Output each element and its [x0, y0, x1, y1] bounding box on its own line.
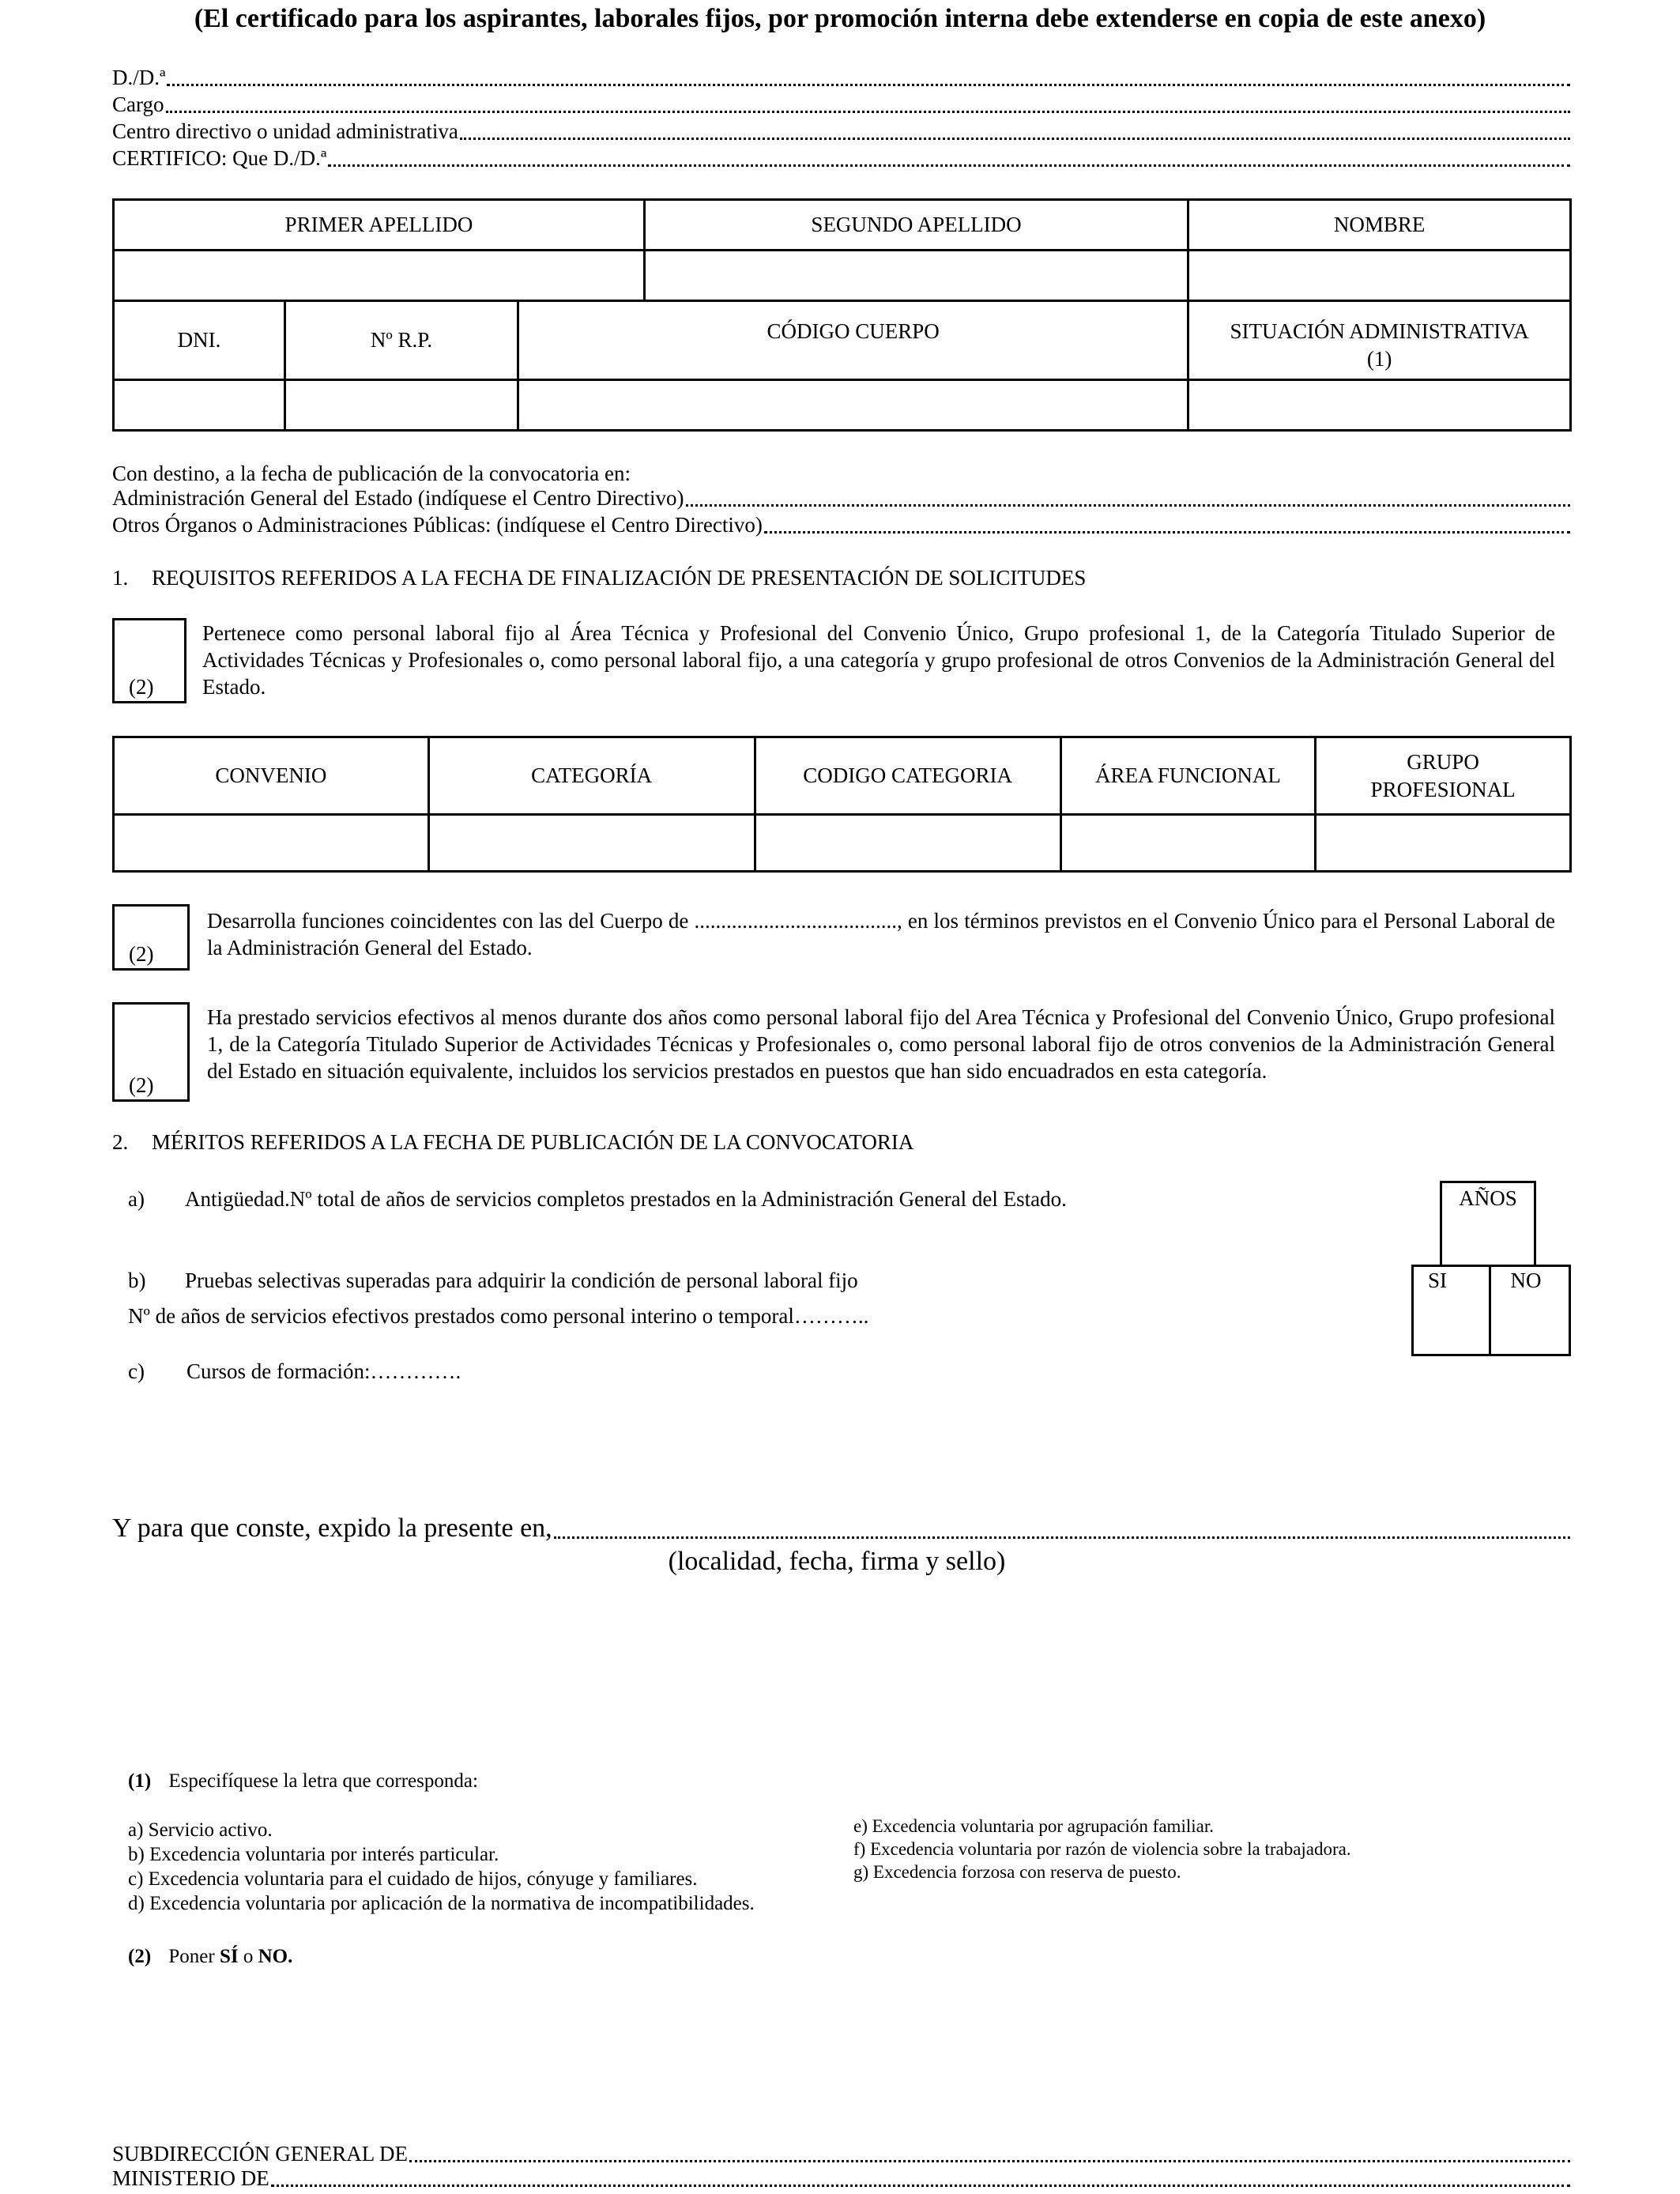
section2-number: 2. [112, 1130, 129, 1154]
footer-subdireccion[interactable] [112, 2141, 1570, 2168]
field-dd-label: D./D.ª [112, 66, 166, 90]
convenio-table [112, 736, 1572, 873]
cell-convenio[interactable] [114, 815, 429, 872]
cell-nombre[interactable] [1188, 251, 1571, 301]
destino-otros-label: Otros Órganos o Administraciones Públicas: (indíquese el Centro Directivo) [112, 513, 763, 537]
cell-nrp[interactable] [285, 380, 518, 431]
field-certifico-label: CERTIFICO: Que D./D.ª [112, 146, 327, 171]
footer-subdireccion-label: SUBDIRECCIÓN GENERAL DE [112, 2142, 408, 2166]
req2-dots[interactable]: ...................................... [694, 909, 897, 933]
note2-si: SÍ [219, 1946, 239, 1967]
cell-codigo-cuerpo[interactable] [518, 380, 1188, 431]
req1-checkbox[interactable] [112, 618, 186, 703]
cell-categoria[interactable] [428, 815, 755, 872]
header-codigo-categoria: CODIGO CATEGORIA [755, 737, 1060, 815]
note1 [128, 1769, 478, 1793]
note-item-g: g) Excedencia forzosa con reserva de puesto. [853, 1862, 1181, 1882]
merit-a-letter: a) [128, 1187, 145, 1211]
note-item-c: c) Excedencia voluntaria para el cuidado de hijos, cónyuge y familiares. [128, 1868, 698, 1890]
destino-age[interactable] [112, 485, 1570, 512]
note-item-b: b) Excedencia voluntaria por interés particular. [128, 1844, 499, 1865]
merit-b-text: Pruebas selectivas superadas para adquirir la condición de personal laboral fijo [185, 1269, 858, 1292]
header-nombre: NOMBRE [1188, 200, 1571, 251]
document-title: (El certificado para los aspirantes, laborales fijos, por promoción interna debe extenderse en copia de este anexo) [194, 4, 1486, 33]
section2-heading: MÉRITOS REFERIDOS A LA FECHA DE PUBLICACIÓN DE LA CONVOCATORIA [152, 1130, 914, 1154]
no-box[interactable] [1489, 1265, 1571, 1356]
req2-checkbox-mark: (2) [129, 942, 154, 967]
notes-left-list [128, 1818, 839, 1916]
anos-label: AÑOS [1459, 1186, 1517, 1210]
cell-situacion[interactable] [1188, 380, 1571, 431]
req2-text [207, 907, 1555, 961]
merit-a-text: Antigüedad.Nº total de años de servicios completos prestados en la Administración General del Estado. [185, 1187, 1067, 1211]
req3-checkbox[interactable] [112, 1002, 190, 1102]
header-grupo-line1: GRUPO [1407, 749, 1479, 774]
field-dd[interactable] [112, 65, 1570, 92]
req1-text: Pertenece como personal laboral fijo al Área Técnica y Profesional del Convenio Único, Grupo profesional 1, de la Categoría Titulado Superior de Actividades Técnicas y Profesionales o, como personal laboral fijo, a una categoría y grupo profesional de otros Convenios de la Administración General del Estado. [202, 621, 1555, 699]
footer-ministerio[interactable] [112, 2166, 1570, 2192]
section1-heading: REQUISITOS REFERIDOS A LA FECHA DE FINALIZACIÓN DE PRESENTACIÓN DE SOLICITUDES [152, 566, 1087, 590]
cell-codigo-categoria[interactable] [755, 815, 1060, 872]
req3-checkbox-mark: (2) [129, 1073, 154, 1098]
section1-number: 1. [112, 566, 129, 590]
note-item-d: d) Excedencia voluntaria por aplicación de la normativa de incompatibilidades. [128, 1893, 755, 1914]
req1-checkbox-mark: (2) [129, 675, 154, 699]
field-cargo[interactable] [112, 92, 1570, 119]
header-codigo-cuerpo: CÓDIGO CUERPO [518, 301, 1188, 380]
header-segundo-apellido: SEGUNDO APELLIDO [644, 200, 1188, 251]
req2-text-b: , en los términos previstos en el Convenio Único para el Personal Laboral de la Administración General del Estado. [207, 909, 1555, 959]
field-certifico[interactable] [112, 145, 1570, 172]
field-cargo-label: Cargo [112, 92, 164, 117]
note1-text: Especifíquese la letra que corresponda: [168, 1770, 478, 1792]
header-nrp: Nº R.P. [285, 301, 518, 380]
cell-area-funcional[interactable] [1060, 815, 1315, 872]
note-item-f: f) Excedencia voluntaria por razón de violencia sobre la trabajadora. [853, 1839, 1351, 1859]
header-area-funcional: ÁREA FUNCIONAL [1060, 737, 1315, 815]
note1-mark: (1) [128, 1770, 152, 1792]
merit-c-text: Cursos de formación:…………. [186, 1359, 461, 1383]
header-dni: DNI. [114, 301, 285, 380]
expido-sub-text: (localidad, fecha, firma y sello) [668, 1547, 1006, 1576]
cell-primer-apellido[interactable] [114, 251, 645, 301]
header-grupo-line2: PROFESIONAL [1370, 777, 1516, 801]
req3-text: Ha prestado servicios efectivos al menos durante dos años como personal laboral fijo del Area Técnica y Profesional del Convenio Único, Grupo profesional 1, de la Categoría Titulado Superior de Actividades Técnicas y Profesionales o, como personal laboral fijo de otros convenios de la Administración General del Estado en situación equivalente, incluidos los servicios prestados en puestos que han sido encuadrados en esta categoría. [207, 1005, 1555, 1083]
cell-dni[interactable] [114, 380, 285, 431]
merit-c-letter: c) [128, 1359, 145, 1383]
header-primer-apellido: PRIMER APELLIDO [114, 200, 645, 251]
note2 [128, 1944, 292, 1969]
merit-b-letter: b) [128, 1269, 146, 1292]
expido-sub [0, 1544, 1680, 1579]
note2-no: NO. [258, 1946, 293, 1967]
header-categoria: CATEGORÍA [428, 737, 755, 815]
si-label: SI [1428, 1269, 1448, 1292]
header-situacion-line1: SITUACIÓN ADMINISTRATIVA [1230, 319, 1529, 343]
header-situacion-line2: (1) [1366, 346, 1392, 371]
field-centro[interactable] [112, 119, 1570, 145]
anos-box[interactable] [1440, 1181, 1536, 1266]
header-grupo-profesional [1316, 737, 1571, 815]
req2-text-a: Desarrolla funciones coincidentes con las del Cuerpo de [207, 909, 689, 933]
merit-b-sub: Nº de años de servicios efectivos prestados como personal interino o temporal……….. [128, 1304, 869, 1328]
field-centro-label: Centro directivo o unidad administrativa [112, 119, 458, 144]
req2-checkbox[interactable] [112, 904, 190, 971]
header-convenio: CONVENIO [114, 737, 429, 815]
no-label: NO [1510, 1269, 1542, 1292]
note-item-e: e) Excedencia voluntaria por agrupación familiar. [853, 1816, 1214, 1836]
expido-line[interactable] [112, 1511, 1570, 1546]
note2-o: o [243, 1946, 254, 1967]
expido-text: Y para que conste, expido la presente en, [112, 1514, 552, 1544]
note2-mark: (2) [128, 1946, 152, 1967]
cell-grupo-profesional[interactable] [1316, 815, 1571, 872]
note2-pre: Poner [168, 1946, 215, 1967]
cell-segundo-apellido[interactable] [644, 251, 1188, 301]
personal-data-table [112, 198, 1572, 432]
note-item-a: a) Servicio activo. [128, 1819, 273, 1841]
header-situacion [1188, 301, 1571, 380]
destino-intro: Con destino, a la fecha de publicación de la convocatoria en: [112, 462, 631, 485]
footer-ministerio-label: MINISTERIO DE [112, 2166, 269, 2191]
destino-otros[interactable] [112, 512, 1570, 539]
destino-age-label: Administración General del Estado (indíquese el Centro Directivo) [112, 486, 684, 511]
notes-right-list [853, 1815, 1565, 1883]
si-box[interactable] [1411, 1265, 1491, 1356]
